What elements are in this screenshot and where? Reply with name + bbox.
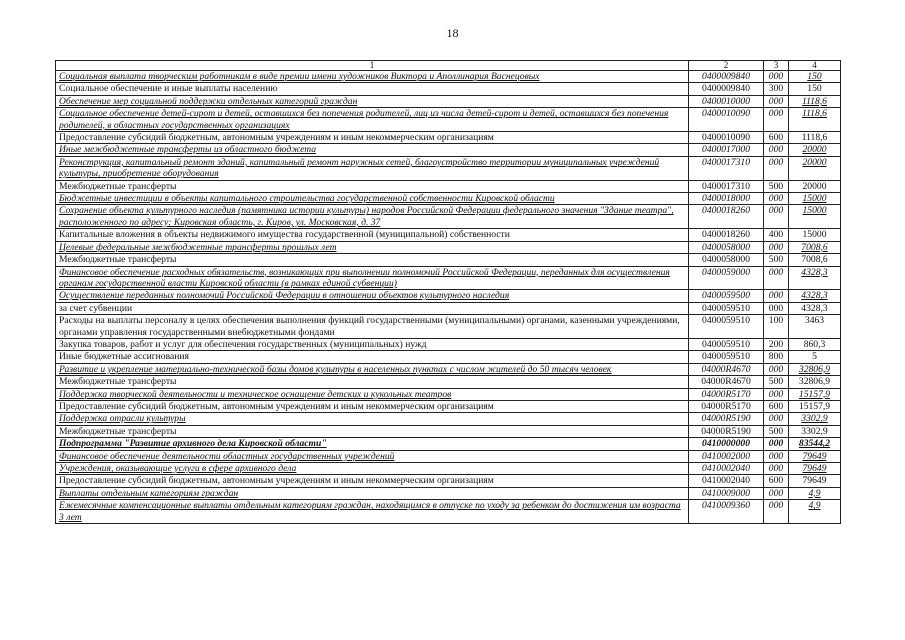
table-row [56,71,841,83]
row-code: 04000R4670 [689,376,764,388]
row-sum-cell [789,193,841,205]
row-name-cell [56,351,689,363]
row-code: 0400018000 [689,193,764,205]
row-sum: 3463 [804,315,825,327]
row-sum-cell [789,180,841,192]
table-row [56,108,841,132]
row-code: 0400059000 [689,266,764,290]
table-row [56,315,841,339]
row-type: 200 [764,338,789,350]
row-sum: 15000 [802,229,827,241]
row-type: 400 [764,229,789,241]
row-name: Развитие и укрепление материально-технической базы домов культуры в населенных пунктах с числом жителей до 50 тысяч человек [59,363,612,375]
row-name-cell [56,450,689,462]
row-code: 04000R5190 [689,425,764,437]
header-col-4: 4 [789,61,841,71]
row-type: 000 [764,463,789,475]
row-name-cell [56,193,689,205]
row-name: Социальное обеспечение детей-сирот и детей, оставшихся без попечения родителей, лиц из числа детей-сирот и детей, оставшихся без попечения родителей, в областных государственных организациях [59,108,669,131]
row-sum: 32806,9 [798,363,831,375]
row-name-cell [56,315,689,339]
row-name-cell [56,475,689,487]
row-sum-cell [789,413,841,425]
row-name: Расходы на выплаты персоналу в целях обеспечения выполнения функций государственными (муниципальными) органами, казенными учреждениями, органами управления государственными внебюджетными фондами [59,315,680,338]
row-type: 500 [764,425,789,437]
row-name: Закупка товаров, работ и услуг для обеспечения государственных (муниципальных) нужд [59,338,427,350]
row-sum: 150 [807,71,822,82]
row-type: 000 [764,487,789,499]
row-name-cell [56,388,689,400]
row-code: 0400059510 [689,302,764,314]
table-row [56,463,841,475]
row-code: 0410002040 [689,475,764,487]
row-name: Предоставление субсидий бюджетным, автономным учреждениям и иным некоммерческим организациям [59,400,494,412]
row-name-cell [56,108,689,132]
row-sum-cell [789,500,841,524]
row-type: 000 [764,144,789,156]
row-type: 000 [764,241,789,253]
table-row [56,156,841,180]
row-name: Социальное обеспечение и иные выплаты населению [59,83,278,95]
row-name: Иные межбюджетные трансферты из областного бюджета [59,144,317,156]
row-code: 0400018260 [689,205,764,229]
row-code: 0410000000 [689,438,764,450]
table-row [56,241,841,253]
table-row [56,254,841,266]
row-name-cell [56,363,689,375]
row-sum: 5 [812,351,817,363]
row-name-cell [56,290,689,302]
row-sum-cell [789,351,841,363]
table-row [56,144,841,156]
row-type: 000 [764,438,789,450]
row-type: 600 [764,475,789,487]
row-type: 000 [764,363,789,375]
row-name: Финансовое обеспечение расходных обязательств, возникающих при выполнении полномочий Российской Федерации, переданных для осуществления органам государственной власти Кировской области (в рамках единой субвенции) [59,266,670,289]
row-code: 0410009360 [689,500,764,524]
row-name: Межбюджетные трансферты [59,425,177,437]
row-code: 04000R5170 [689,388,764,400]
row-sum-cell [789,71,841,83]
row-name: Осуществление переданных полномочий Российской Федерации в отношении объектов культурного наследия [59,290,510,302]
row-sum-cell [789,108,841,132]
row-sum: 150 [807,83,822,95]
row-code: 0400010000 [689,95,764,107]
row-name: Межбюджетные трансферты [59,254,177,266]
row-type: 000 [764,413,789,425]
row-name: Иные бюджетные ассигнования [59,351,189,363]
row-sum: 83544,2 [798,438,831,450]
table-row [56,450,841,462]
row-name-cell [56,338,689,350]
row-sum: 7008,6 [801,254,828,266]
table-header-row [56,61,841,71]
row-name-cell [56,205,689,229]
table-row [56,302,841,314]
row-name: Предоставление субсидий бюджетным, автономным учреждениям и иным некоммерческим организациям [59,475,494,487]
table-row [56,205,841,229]
row-type: 000 [764,108,789,132]
row-sum-cell [789,290,841,302]
table-row [56,290,841,302]
row-code: 0400059500 [689,290,764,302]
row-type: 800 [764,351,789,363]
row-name: Ежемесячные компенсационные выплаты отдельным категориям граждан, находящимся в отпуске по уходу за ребенком до достижения им возраста 3 лет [59,500,681,523]
row-type: 000 [764,205,789,229]
row-type: 000 [764,266,789,290]
row-type: 100 [764,315,789,339]
row-name: Капитальные вложения в объекты недвижимого имущества государственной (муниципальной) собственности [59,229,510,241]
page-number: 18 [446,26,459,40]
row-code: 0400059510 [689,315,764,339]
row-name-cell [56,266,689,290]
row-sum-cell [789,388,841,400]
row-sum: 4328,3 [801,266,828,278]
row-name-cell [56,376,689,388]
header-col-2: 2 [689,61,764,71]
table-row [56,400,841,412]
table-row [56,351,841,363]
table-row [56,83,841,95]
row-name-cell [56,83,689,95]
row-sum: 32806,9 [798,376,831,388]
row-sum-cell [789,425,841,437]
row-type: 000 [764,71,789,83]
row-sum-cell [789,475,841,487]
row-name-cell [56,487,689,499]
row-name-cell [56,144,689,156]
row-name: Подпрограмма "Развитие архивного дела Кировской области" [59,438,327,450]
row-type: 000 [764,388,789,400]
row-name: Обеспечение мер социальной поддержки отдельных категорий граждан [59,95,358,107]
row-name-cell [56,413,689,425]
row-name-cell [56,302,689,314]
row-code: 04000R4670 [689,363,764,375]
row-name-cell [56,132,689,144]
row-code: 0400059510 [689,338,764,350]
row-name: Выплаты отдельным категориям граждан [59,487,239,499]
row-sum-cell [789,487,841,499]
row-sum-cell [789,315,841,339]
row-sum-cell [789,450,841,462]
table-row [56,475,841,487]
row-type: 500 [764,180,789,192]
row-code: 0400009840 [689,71,764,83]
row-name: Межбюджетные трансферты [59,376,177,388]
row-name-cell [56,156,689,180]
table-row [56,487,841,499]
row-code: 0410009000 [689,487,764,499]
row-sum-cell [789,376,841,388]
row-sum-cell [789,438,841,450]
row-name: Целевые федеральные межбюджетные трансферты прошлых лет [59,241,337,253]
row-sum-cell [789,463,841,475]
table-row [56,180,841,192]
row-sum: 3302,9 [801,413,828,425]
row-name-cell [56,500,689,524]
row-name: Поддержка творческой деятельности и техническое оснащение детских и кукольных театров [59,388,452,400]
table-row [56,193,841,205]
row-sum-cell [789,156,841,180]
row-code: 0400017000 [689,144,764,156]
row-code: 0400010090 [689,132,764,144]
row-name-cell [56,180,689,192]
row-name: Бюджетные инвестиции в объекты капитального строительства государственной собственности Кировской области [59,193,555,205]
row-name: Сохранение объекта культурного наследия (памятника истории культуры) народов Российской Федерации федерального значения "Здание театра", расположенного по адресу: Кировская область, г. Киров, ул. Московская, д. 37 [59,205,674,228]
row-name-cell [56,71,689,83]
row-name-cell [56,400,689,412]
row-name: Учреждения, оказывающие услуги в сфере архивного дела [59,463,297,474]
table-row [56,413,841,425]
row-sum: 20000 [802,144,827,156]
table-row [56,229,841,241]
table-row [56,425,841,437]
table-row [56,438,841,450]
row-name-cell [56,438,689,450]
header-col-3: 3 [764,61,789,71]
row-sum-cell [789,241,841,253]
row-type: 000 [764,290,789,302]
row-sum-cell [789,95,841,107]
table-row [56,500,841,524]
row-sum: 20000 [802,156,827,168]
row-code: 0410002000 [689,450,764,462]
row-type: 000 [764,450,789,462]
row-type: 600 [764,132,789,144]
row-sum: 20000 [802,180,827,192]
row-code: 0400009840 [689,83,764,95]
row-sum-cell [789,205,841,229]
row-sum: 4,9 [808,487,821,499]
row-sum: 79649 [802,450,827,462]
row-code: 0400017310 [689,180,764,192]
row-name: Финансовое обеспечение деятельности областных государственных учреждений [59,450,395,462]
row-sum: 3302,9 [801,425,828,437]
row-name: Предоставление субсидий бюджетным, автономным учреждениям и иным некоммерческим организациям [59,132,494,144]
row-name-cell [56,463,689,475]
budget-table-body [56,61,841,524]
row-sum: 4328,3 [801,302,828,314]
row-code: 04000R5170 [689,400,764,412]
row-sum-cell [789,400,841,412]
row-sum-cell [789,338,841,350]
row-sum: 15157,9 [798,388,831,400]
table-row [56,338,841,350]
row-code: 0400017310 [689,156,764,180]
row-sum: 7008,6 [801,241,828,253]
row-sum-cell [789,254,841,266]
row-sum: 15157,9 [798,400,831,412]
row-name-cell [56,254,689,266]
row-code: 0410002040 [689,463,764,475]
table-row [56,363,841,375]
row-code: 0400058000 [689,254,764,266]
row-type: 000 [764,156,789,180]
row-name-cell [56,241,689,253]
table-row [56,376,841,388]
row-type: 500 [764,376,789,388]
row-sum: 15000 [802,205,827,217]
row-sum: 1118,6 [802,108,827,120]
row-code: 0400018260 [689,229,764,241]
budget-table [55,60,841,524]
row-name: Реконструкция, капитальный ремонт зданий, капитальный ремонт наружных сетей, благоустройство территории муниципальных учреждений культуры, приобретение оборудования [59,156,660,180]
row-name-cell [56,425,689,437]
row-sum: 79649 [802,475,827,487]
row-sum: 4,9 [808,500,821,512]
row-sum: 1118,6 [802,95,827,107]
row-name: за счет субвенции [59,302,133,314]
table-row [56,132,841,144]
row-type: 000 [764,500,789,524]
table-row [56,95,841,107]
row-name: Межбюджетные трансферты [59,180,177,192]
table-row [56,388,841,400]
row-sum: 15000 [802,193,827,205]
header-col-1: 1 [56,61,689,71]
row-sum-cell [789,132,841,144]
row-sum-cell [789,302,841,314]
row-name-cell [56,95,689,107]
row-code: 04000R5190 [689,413,764,425]
row-sum: 4328,3 [801,290,828,302]
row-name-cell [56,229,689,241]
row-type: 000 [764,193,789,205]
row-type: 300 [764,83,789,95]
row-code: 0400059510 [689,351,764,363]
row-sum: 79649 [802,463,827,474]
row-name: Поддержка отрасли культуры [59,413,186,425]
row-sum-cell [789,83,841,95]
row-type: 500 [764,254,789,266]
row-sum-cell [789,363,841,375]
row-sum-cell [789,144,841,156]
row-type: 600 [764,400,789,412]
row-sum-cell [789,266,841,290]
row-type: 000 [764,302,789,314]
table-row [56,266,841,290]
row-code: 0400010090 [689,108,764,132]
row-sum: 860,3 [803,338,826,350]
row-name: Социальная выплата творческим работникам в виде премии имени художников Виктора и Аполлинария Васнецовых [59,71,540,82]
row-sum-cell [789,229,841,241]
row-type: 000 [764,95,789,107]
row-sum: 1118,6 [801,132,828,144]
row-code: 0400058000 [689,241,764,253]
